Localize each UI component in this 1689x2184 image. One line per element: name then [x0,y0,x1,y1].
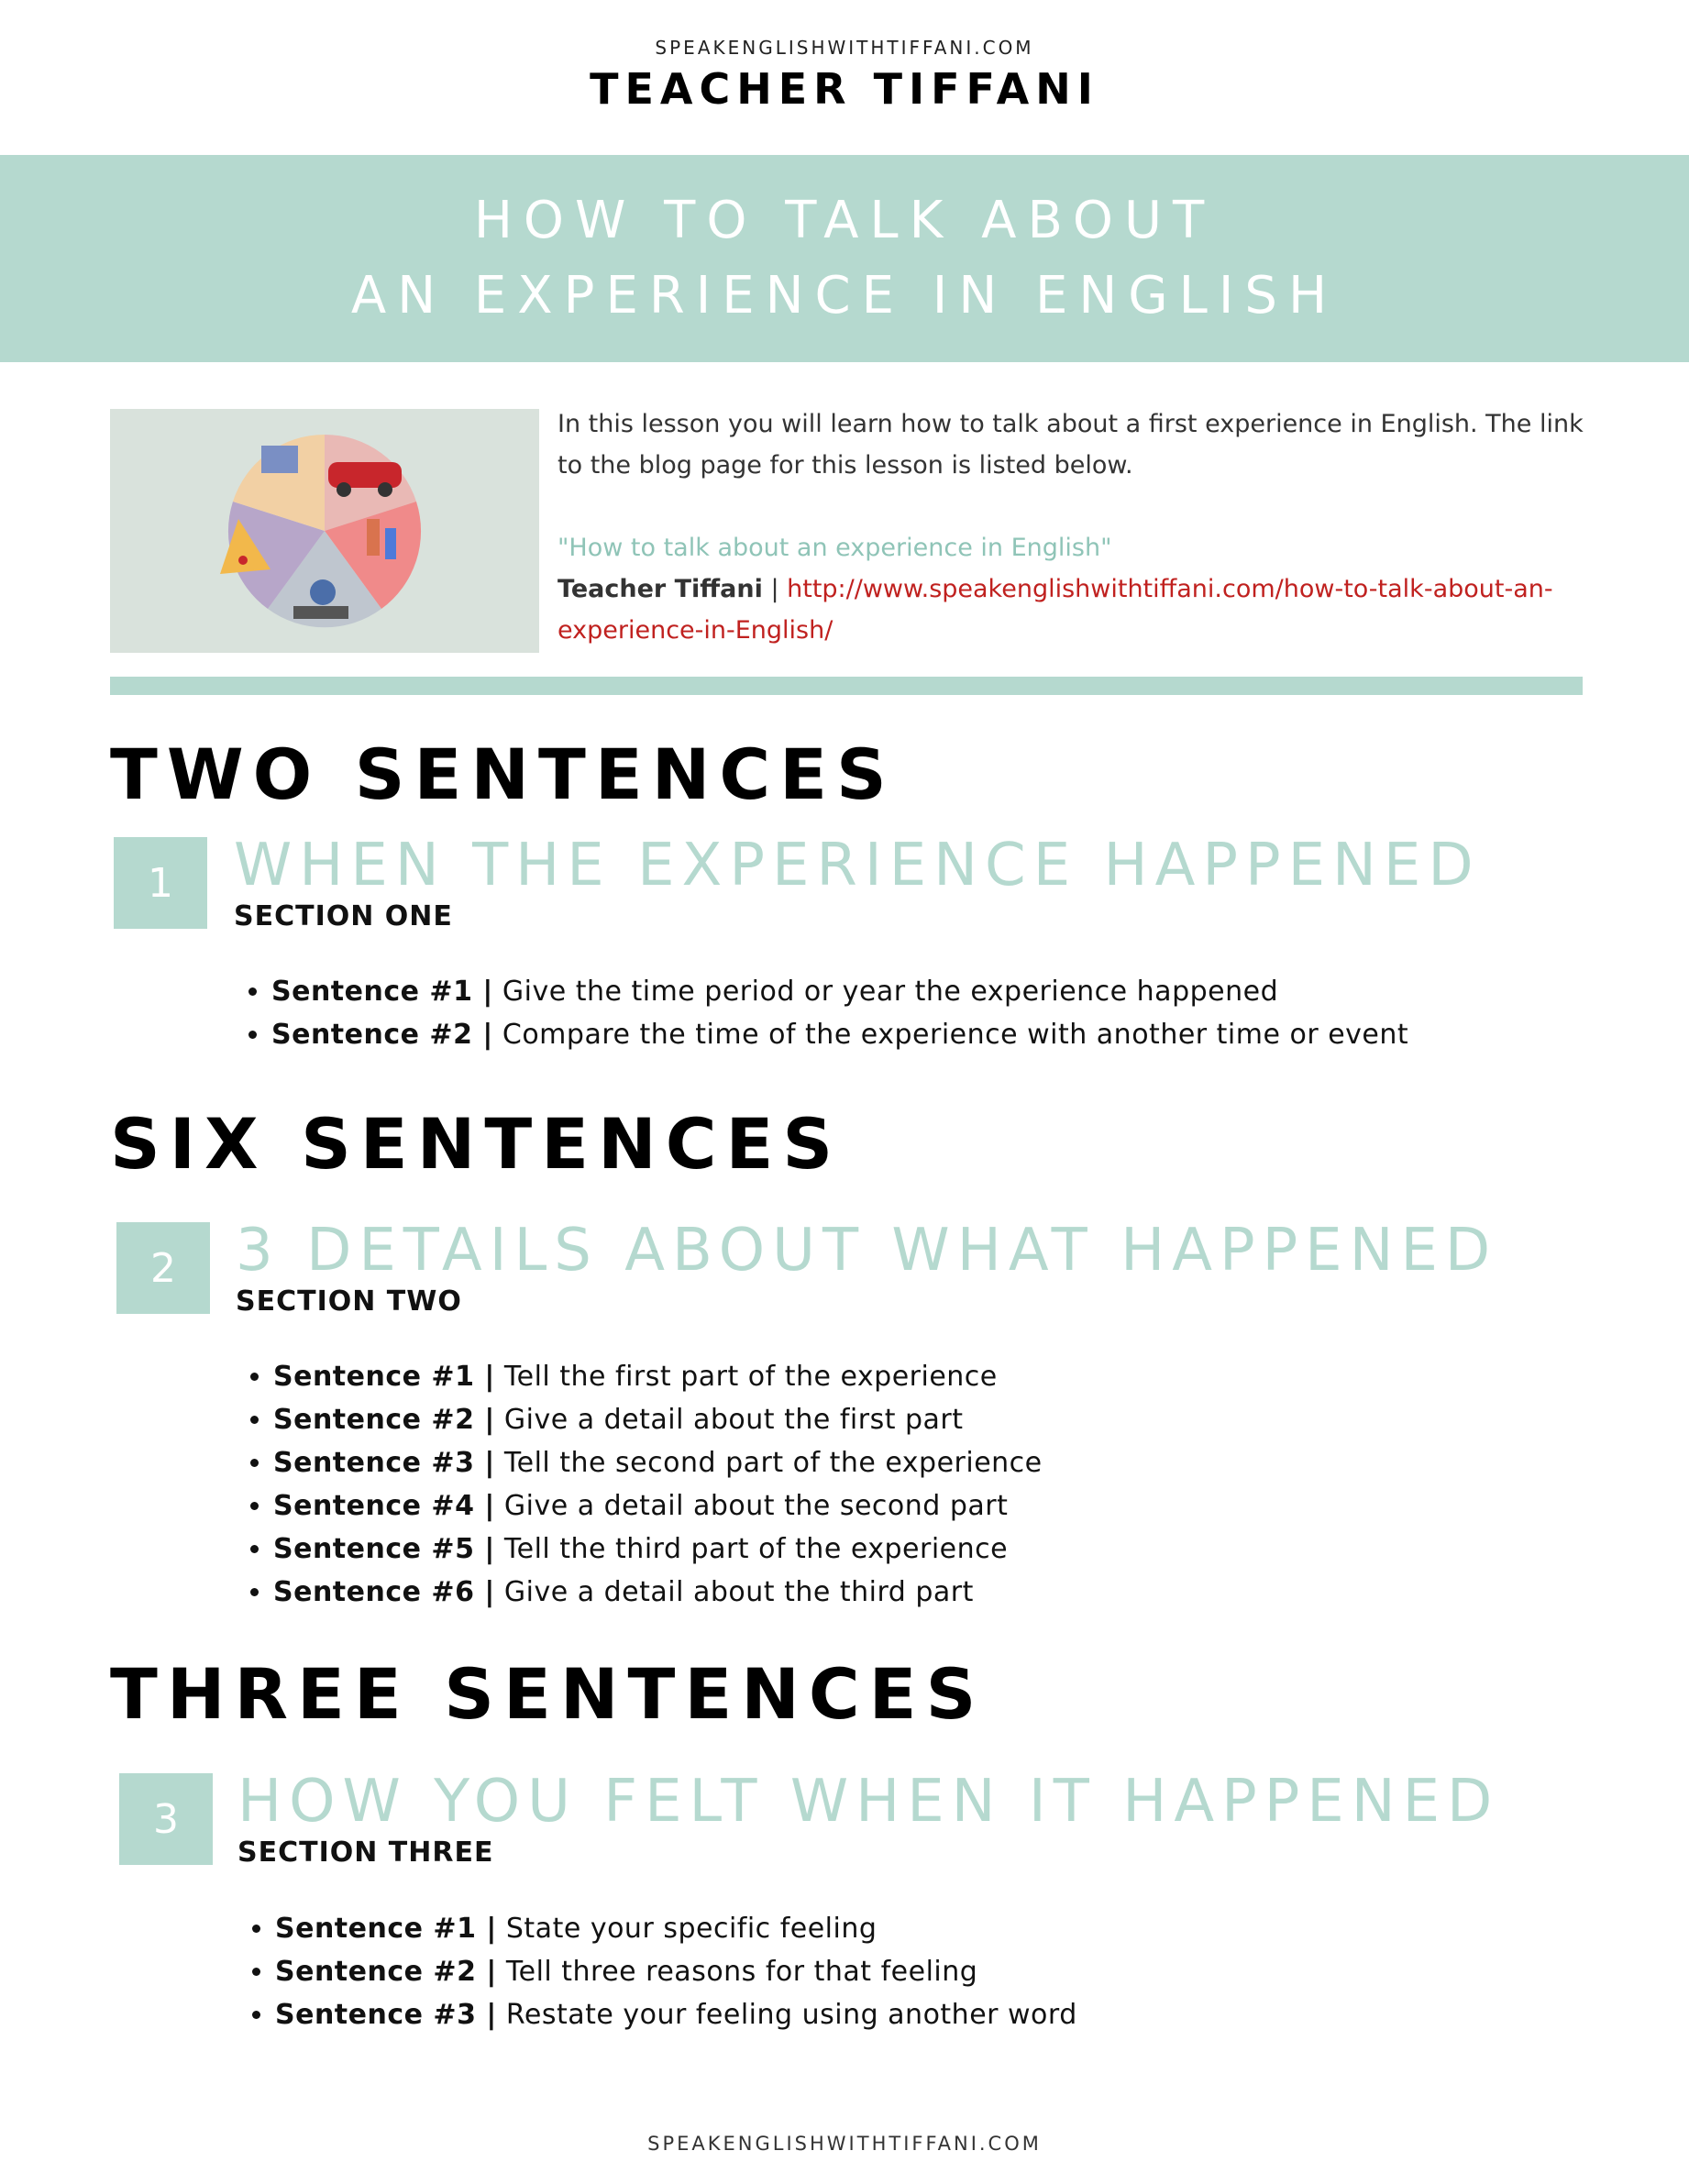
section-title: HOW YOU FELT WHEN IT HAPPENED [237,1768,1500,1836]
site-url-top: SPEAKENGLISHWITHTIFFANI.COM [655,37,1034,59]
sentence-list [237,1355,1557,1614]
section-heading-six-sentences: SIX SENTENCES [110,1103,843,1185]
list-item [273,1355,1557,1398]
sentence-text: Compare the time of the experience with another time or event [492,1019,1409,1051]
sentence-label: Sentence #3 | [273,1447,495,1479]
sentence-text: Tell the first part of the experience [494,1361,998,1393]
sentence-label: Sentence #5 | [273,1533,495,1565]
author-name: Teacher Tiffani [557,575,763,603]
section-heading-two-sentences: TWO SENTENCES [110,734,896,815]
section-title: WHEN THE EXPERIENCE HAPPENED [234,832,1481,899]
sentence-text: Give a detail about the first part [494,1404,964,1436]
section-subtitle: SECTION TWO [236,1285,462,1318]
sentence-label: Sentence #4 | [273,1490,495,1522]
lesson-illustration [110,409,539,653]
sentence-text: Tell the third part of the experience [494,1533,1009,1565]
sentence-list [238,1907,1559,2036]
link-separator: | [762,575,788,603]
site-url-footer: SPEAKENGLISHWITHTIFFANI.COM [647,2133,1042,2155]
list-item [273,1571,1557,1614]
sentence-label: Sentence #1 | [275,1913,497,1945]
section-divider [110,677,1583,695]
list-item [271,970,1555,1013]
sentence-label: Sentence #2 | [275,1956,497,1988]
section-subtitle: SECTION THREE [237,1837,494,1869]
blog-post-title: "How to talk about an experience in English" [557,534,1112,562]
sentence-text: Tell the second part of the experience [494,1447,1043,1479]
sentence-label: Sentence #1 | [273,1361,495,1393]
list-item [275,1907,1559,1950]
section-number-badge: 2 [116,1222,210,1314]
sentence-label: Sentence #2 | [271,1019,493,1051]
banner-title-line-1: HOW TO TALK ABOUT [473,191,1216,250]
brand-title: TEACHER TIFFANI [590,64,1099,114]
list-item [273,1484,1557,1528]
title-banner [0,155,1689,362]
intro-text-block [557,403,1584,651]
experience-pie-illustration [110,409,539,653]
section-heading-three-sentences: THREE SENTENCES [110,1653,986,1735]
list-item [275,1950,1559,1993]
banner-title-line-2: AN EXPERIENCE IN ENGLISH [350,266,1339,325]
sentence-list [235,970,1555,1056]
list-item [271,1013,1555,1056]
sentence-text: Give a detail about the third part [494,1576,974,1608]
sentence-label: Sentence #6 | [273,1576,495,1608]
sentence-text: Restate your feeling using another word [496,1999,1077,2031]
section-subtitle: SECTION ONE [234,900,453,932]
sentence-text: Tell three reasons for that feeling [496,1956,978,1988]
sentence-text: Give a detail about the second part [494,1490,1009,1522]
sentence-label: Sentence #1 | [271,976,493,1008]
list-item [273,1441,1557,1484]
sentence-text: State your specific feeling [496,1913,878,1945]
sentence-label: Sentence #3 | [275,1999,497,2031]
sentence-text: Give the time period or year the experience happened [492,976,1279,1008]
section-number-badge: 3 [119,1773,213,1865]
list-item [273,1528,1557,1571]
intro-description: In this lesson you will learn how to talk about a first experience in English. The link to the blog page for this lesson is listed below. [557,410,1584,480]
section-title: 3 DETAILS ABOUT WHAT HAPPENED [236,1217,1498,1285]
blog-link-line [557,568,1584,651]
section-number-badge: 1 [114,837,207,929]
blog-link[interactable]: http://www.speakenglishwithtiffani.com/how-to-talk-about-an-experience-in-English/ [557,575,1553,645]
list-item [273,1398,1557,1441]
list-item [275,1993,1559,2036]
sentence-label: Sentence #2 | [273,1404,495,1436]
